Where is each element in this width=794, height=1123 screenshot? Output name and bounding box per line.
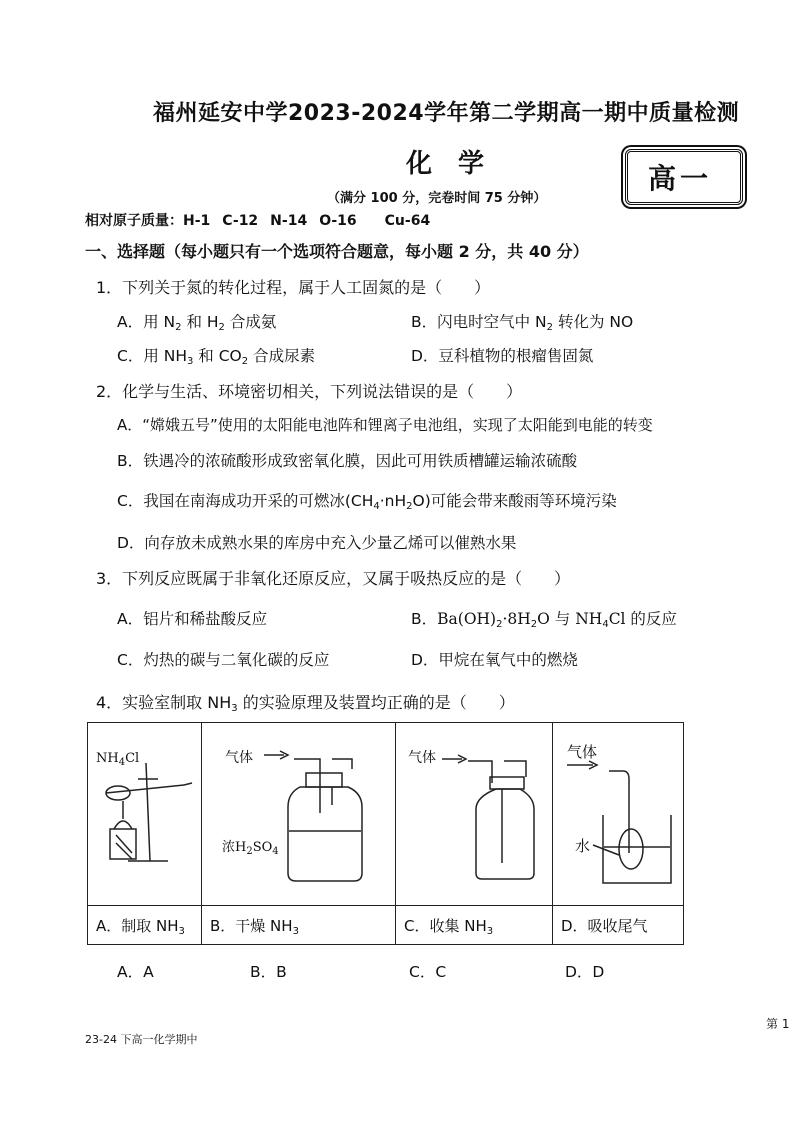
grade-badge: 高一 [648, 162, 713, 195]
beaker-absorption-icon [553, 723, 683, 905]
atomic-mass-h: H-1 [183, 213, 211, 229]
atomic-mass-c: C-12 [222, 213, 259, 229]
question-3-option-b: B．$Ba(OH)_2\cdot 8H_2O$ 与 $NH_4Cl$ 的反应 [411, 610, 677, 630]
nh4cl-label: $NH_4Cl$ [96, 751, 140, 768]
apparatus-table [87, 722, 684, 945]
gas-collection-bottle-icon [396, 723, 552, 905]
caption-c: C．收集 $NH_3$ [396, 906, 553, 945]
heating-apparatus-icon [88, 723, 201, 905]
apparatus-d-cell [553, 723, 684, 906]
caption-d: D．吸收尾气 [553, 906, 684, 945]
apparatus-d-drawing [553, 723, 683, 905]
atomic-mass-o: O-16 [319, 213, 357, 229]
atomic-mass-n: N-14 [270, 213, 308, 229]
apparatus-b-drawing [202, 723, 395, 905]
caption-b: B．干燥 $NH_3$ [202, 906, 396, 945]
acid-label: 浓$H_2SO_4$ [222, 840, 279, 857]
section-heading: 一、选择题（每小题只有一个选项符合题意，每小题 2 分，共 40 分） [85, 242, 589, 261]
exam-note: （满分 100 分，完卷时间 75 分钟） [327, 191, 547, 206]
question-1-option-b: B．闪电时空气中 $N_2$ 转化为 NO [411, 313, 634, 333]
question-3-option-c: C．灼热的碳与二氧化碳的反应 [117, 651, 330, 669]
page-number: 第 1 [766, 1017, 790, 1031]
question-4-answer-b: B．B [250, 963, 287, 981]
question-1-option-d: D．豆科植物的根瘤售固氮 [411, 347, 594, 365]
atomic-masses [85, 210, 442, 230]
gas-label-b: 气体 [225, 750, 253, 766]
apparatus-c-cell [396, 723, 553, 906]
question-4-stem: 4．实验室制取 $NH_3$ 的实验原理及装置均正确的是（ ） [96, 693, 515, 714]
wash-bottle-icon [202, 723, 395, 905]
question-2-stem: 2．化学与生活、环境密切相关，下列说法错误的是（ ） [96, 382, 523, 401]
question-3-option-d: D．甲烷在氧气中的燃烧 [411, 651, 578, 669]
question-2-option-a: A．“嫦娥五号”使用的太阳能电池阵和锂离子电池组，实现了太阳能到电能的转变 [117, 416, 653, 434]
question-1-option-c: C．用 $NH_3$ 和 $CO_2$ 合成尿素 [117, 347, 316, 367]
apparatus-a-drawing [88, 723, 201, 905]
exam-title: 福州延安中学2023-2024学年第二学期高一期中质量检测 [153, 101, 740, 126]
question-1-option-a: A．用 $N_2$ 和 $H_2$ 合成氨 [117, 313, 277, 333]
question-4-answer-d: D．D [565, 963, 605, 981]
apparatus-a-cell [88, 723, 202, 906]
caption-a: A．制取 $NH_3$ [88, 906, 202, 945]
gas-label-c: 气体 [408, 750, 436, 766]
question-4-answer-c: C．C [409, 963, 447, 981]
question-2-option-d: D．向存放未成熟水果的库房中充入少量乙烯可以催熟水果 [117, 534, 517, 552]
question-3-stem: 3．下列反应既属于非氧化还原反应，又属于吸热反应的是（ ） [96, 569, 571, 588]
apparatus-b-cell [202, 723, 396, 906]
question-3-option-a: A．铝片和稀盐酸反应 [117, 610, 268, 628]
question-4-answer-a: A．A [117, 963, 154, 981]
water-label: 水 [575, 837, 591, 855]
question-2-option-b: B．铁遇冷的浓硫酸形成致密氧化膜，因此可用铁质槽罐运输浓硫酸 [117, 452, 578, 470]
question-1-stem: 1．下列关于氮的转化过程，属于人工固氮的是（ ） [96, 278, 491, 297]
question-2-option-c: C．我国在南海成功开采的可燃冰$(CH_4\cdot nH_2O)$可能会带来酸雨等环境污染 [117, 492, 617, 512]
atomic-masses-label: 相对原子质量： [85, 213, 183, 229]
subject-title: 化学 [406, 149, 511, 179]
footer-label: 23-24 下高一化学期中 [85, 1033, 198, 1046]
atomic-mass-cu: Cu-64 [384, 213, 431, 229]
apparatus-c-drawing [396, 723, 552, 905]
gas-label-d: 气体 [567, 743, 598, 761]
